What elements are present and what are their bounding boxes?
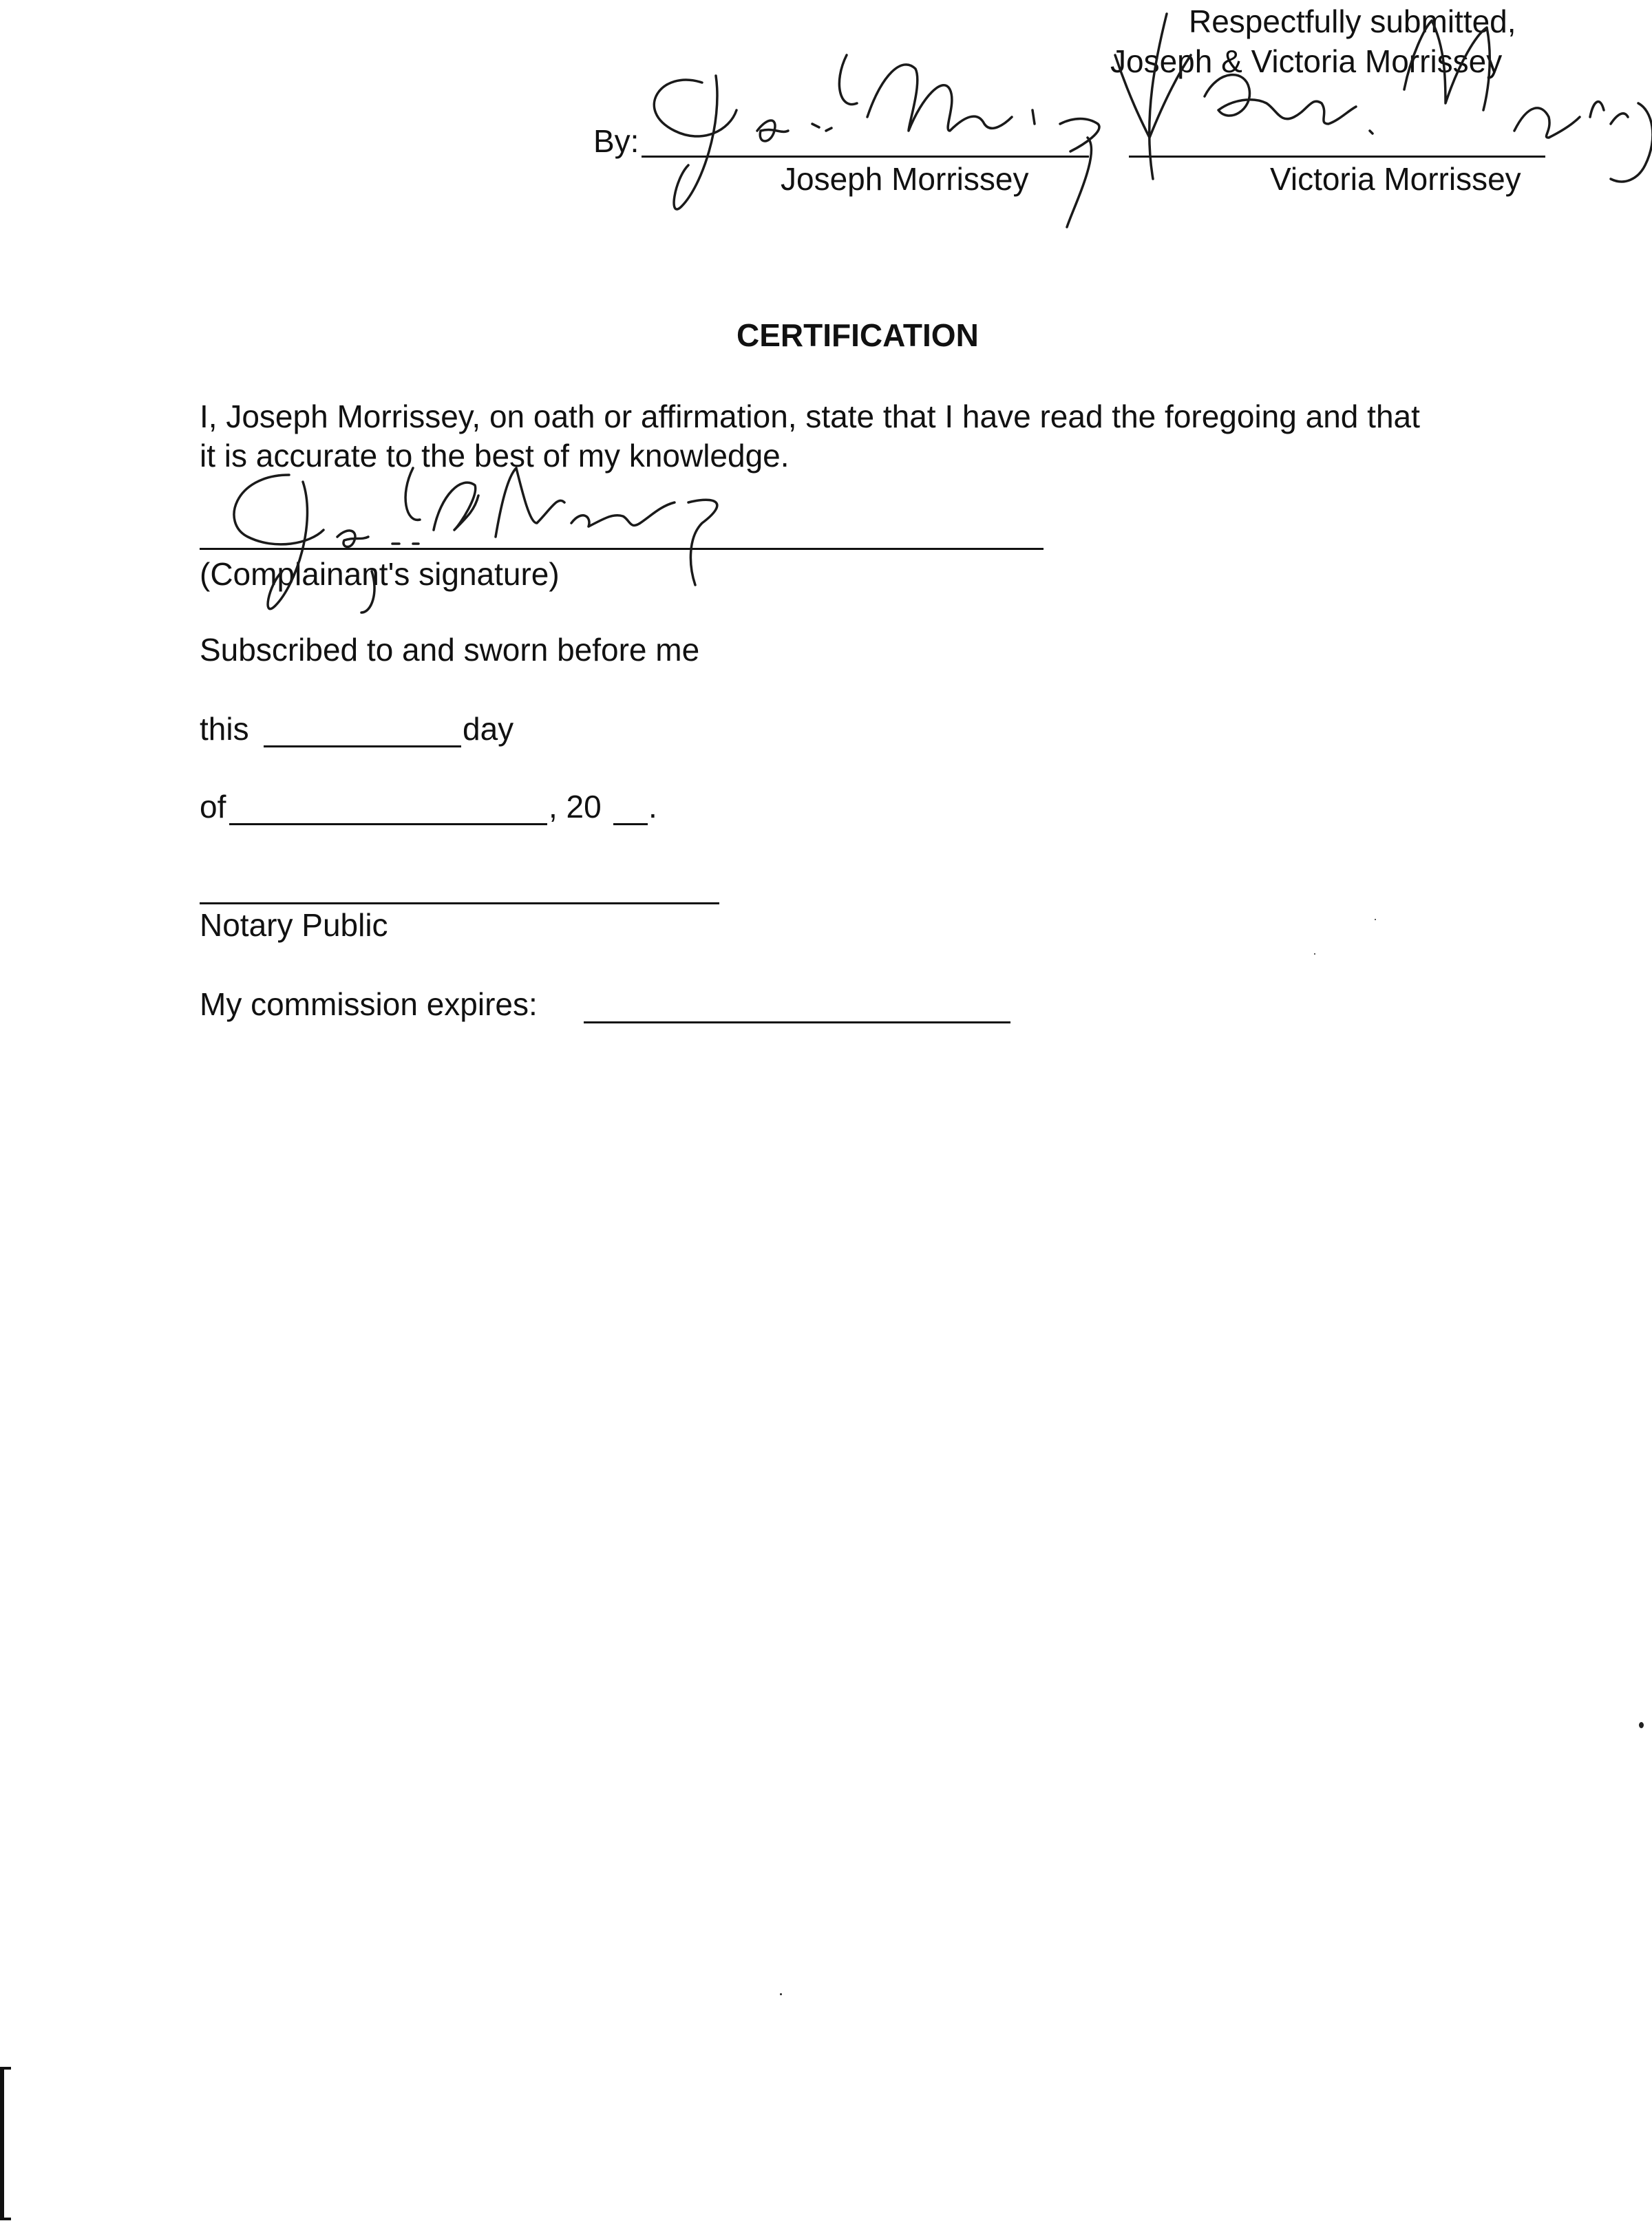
closing-line-1: Respectfully submitted, (1189, 3, 1516, 39)
day-label: day (463, 711, 514, 747)
closing-line-2: Joseph & Victoria Morrissey (1110, 43, 1503, 79)
scan-speck (1639, 1722, 1644, 1728)
complainant-signature-caption: (Complainant's signature) (200, 556, 560, 592)
month-blank-line (229, 823, 547, 825)
this-label: this (200, 711, 249, 747)
certification-heading: CERTIFICATION (737, 317, 979, 353)
joseph-handwritten-signature (620, 28, 1170, 234)
scan-speck (780, 1993, 782, 1995)
of-label: of (200, 789, 226, 825)
signer-2-name: Victoria Morrissey (1270, 161, 1521, 197)
day-blank-line (264, 745, 461, 747)
by-label: By: (593, 123, 639, 159)
year-end-period: . (648, 789, 657, 825)
subscribed-text: Subscribed to and sworn before me (200, 632, 700, 668)
commission-expires-line (584, 1021, 1010, 1023)
signer-1-name: Joseph Morrissey (781, 161, 1029, 197)
year-label: , 20 (549, 789, 602, 825)
complainant-handwritten-signature (206, 454, 757, 633)
certification-statement-line-2: it is accurate to the best of my knowledge. (200, 438, 790, 474)
notary-public-caption: Notary Public (200, 907, 388, 943)
certification-statement-line-1: I, Joseph Morrissey, on oath or affirmation, state that I have read the foregoing and that (200, 398, 1420, 434)
scan-speck (1314, 953, 1315, 955)
commission-expires-label: My commission expires: (200, 986, 538, 1022)
scan-edge-bracket (0, 2067, 11, 2220)
victoria-handwritten-signature (1101, 0, 1652, 206)
notary-signature-line (200, 902, 719, 904)
year-blank-line (613, 823, 648, 825)
scan-speck (1375, 919, 1376, 920)
